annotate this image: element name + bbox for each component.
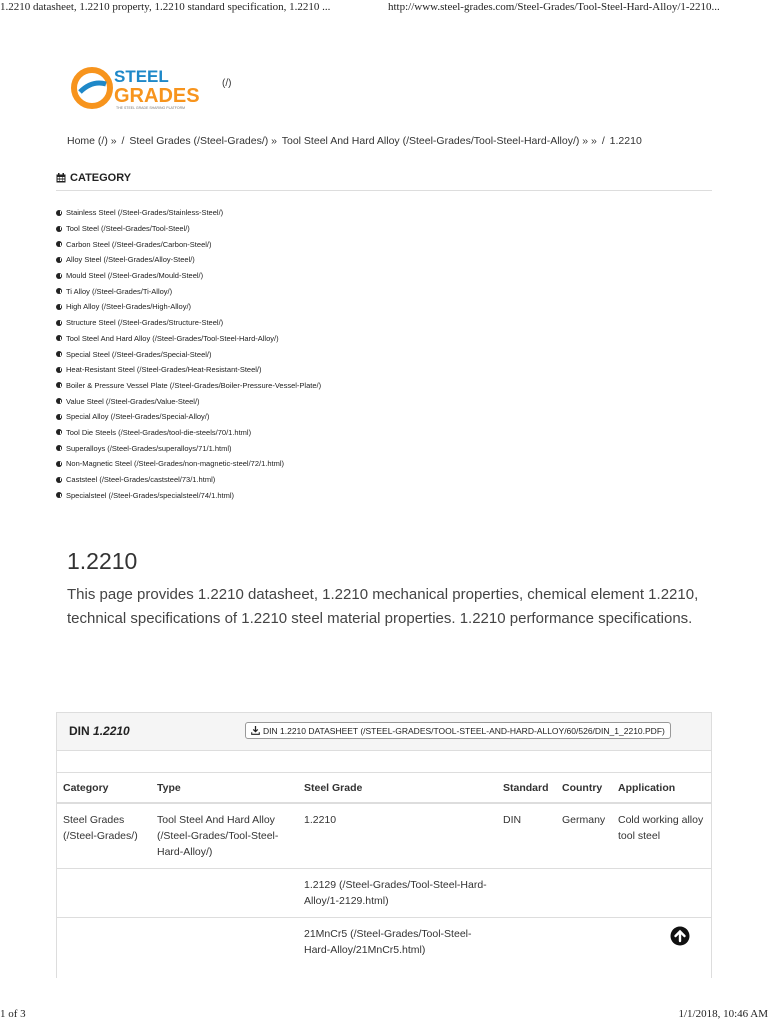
grade-table: [57, 773, 711, 966]
col-country: Country: [556, 773, 612, 803]
calendar-icon: [56, 173, 66, 183]
table-row: [57, 918, 711, 967]
cell-category: [57, 869, 151, 918]
cell-steel-grade: 1.2210: [298, 803, 497, 869]
chevron-circle-icon: [56, 210, 62, 216]
category-item[interactable]: Superalloys (/Steel-Grades/superalloys/71/1.html): [56, 440, 321, 456]
chevron-circle-icon: [56, 241, 62, 247]
chevron-circle-icon: [56, 335, 62, 341]
breadcrumb-tool-steel[interactable]: Tool Steel And Hard Alloy (/Steel-Grades/Tool-Steel-Hard-Alloy/) » »: [281, 135, 597, 147]
category-item[interactable]: Boiler & Pressure Vessel Plate (/Steel-Grades/Boiler-Pressure-Vessel-Plate/): [56, 378, 321, 394]
chevron-circle-icon: [56, 398, 62, 404]
standard-grade-title: DIN 1.2210: [69, 724, 130, 738]
col-standard: Standard: [497, 773, 556, 803]
category-item[interactable]: Alloy Steel (/Steel-Grades/Alloy-Steel/): [56, 252, 321, 268]
category-item[interactable]: Tool Steel (/Steel-Grades/Tool-Steel/): [56, 221, 321, 237]
cell-category: [57, 918, 151, 967]
chevron-circle-icon: [56, 367, 62, 373]
chevron-circle-icon: [56, 257, 62, 263]
print-page-title: 1.2210 datasheet, 1.2210 property, 1.2210 standard specification, 1.2210 ...: [0, 1, 331, 13]
page-intro: This page provides 1.2210 datasheet, 1.2210 mechanical properties, chemical element 1.2210, technical specifications of 1.2210 steel material properties. 1.2210 performance specifications.: [67, 586, 699, 627]
cell-type: [151, 869, 298, 918]
chevron-circle-icon: [56, 288, 62, 294]
print-datetime: 1/1/2018, 10:46 AM: [678, 1008, 768, 1020]
logo-top-text: STEEL: [114, 67, 169, 86]
cell-standard: [497, 918, 556, 967]
cell-country: [556, 918, 612, 967]
logo-main-text: GRADES: [114, 85, 200, 107]
category-item[interactable]: Non-Magnetic Steel (/Steel-Grades/non-magnetic-steel/72/1.html): [56, 456, 321, 472]
cell-application: Cold working alloy tool steel: [612, 803, 711, 869]
table-row: [57, 869, 711, 918]
scroll-to-top-icon[interactable]: [670, 926, 690, 946]
download-datasheet-label: DIN 1.2210 DATASHEET (/STEEL-GRADES/TOOL-STEEL-AND-HARD-ALLOY/60/526/DIN_1_2210.PDF): [263, 725, 665, 736]
chevron-circle-icon: [56, 226, 62, 232]
cell-standard: DIN: [497, 803, 556, 869]
print-footer: [0, 1008, 768, 1024]
table-header-row: [57, 773, 711, 803]
chevron-circle-icon: [56, 492, 62, 498]
category-item[interactable]: Carbon Steel (/Steel-Grades/Carbon-Steel/): [56, 236, 321, 252]
category-item[interactable]: Structure Steel (/Steel-Grades/Structure-Steel/): [56, 315, 321, 331]
category-item[interactable]: Tool Steel And Hard Alloy (/Steel-Grades/Tool-Steel-Hard-Alloy/): [56, 331, 321, 347]
category-item[interactable]: High Alloy (/Steel-Grades/High-Alloy/): [56, 299, 321, 315]
category-item[interactable]: Mould Steel (/Steel-Grades/Mould-Steel/): [56, 268, 321, 284]
chevron-circle-icon: [56, 273, 62, 279]
cell-type: [151, 918, 298, 967]
cell-steel-grade[interactable]: 1.2129 (/Steel-Grades/Tool-Steel-Hard-Alloy/1-2129.html): [298, 869, 497, 918]
page-number: 1 of 3: [0, 1008, 26, 1020]
chevron-circle-icon: [56, 445, 62, 451]
cell-steel-grade[interactable]: 21MnCr5 (/Steel-Grades/Tool-Steel-Hard-Alloy/21MnCr5.html): [298, 918, 497, 967]
col-steel-grade: Steel Grade: [298, 773, 497, 803]
chevron-circle-icon: [56, 351, 62, 357]
col-application: Application: [612, 773, 711, 803]
category-item[interactable]: Heat-Resistant Steel (/Steel-Grades/Heat-Resistant-Steel/): [56, 362, 321, 378]
cell-country: Germany: [556, 803, 612, 869]
page-title: 1.2210: [67, 548, 138, 574]
cell-standard: [497, 869, 556, 918]
cell-application: [612, 869, 711, 918]
print-page-url: http://www.steel-grades.com/Steel-Grades/Tool-Steel-Hard-Alloy/1-2210...: [388, 1, 720, 13]
steel-grades-logo[interactable]: [70, 62, 220, 114]
divider: [56, 190, 712, 191]
logo-tagline: THE STEEL GRADE SHARING PLATFORM: [116, 106, 186, 110]
category-heading-label: CATEGORY: [70, 172, 132, 184]
cell-type[interactable]: Tool Steel And Hard Alloy (/Steel-Grades/Tool-Steel-Hard-Alloy/): [151, 803, 298, 869]
chevron-circle-icon: [56, 461, 62, 467]
cell-category[interactable]: Steel Grades (/Steel-Grades/): [57, 803, 151, 869]
download-datasheet-button[interactable]: [245, 722, 671, 739]
category-list: [56, 205, 321, 503]
download-icon: [251, 726, 260, 735]
chevron-circle-icon: [56, 320, 62, 326]
chevron-circle-icon: [56, 382, 62, 388]
col-type: Type: [151, 773, 298, 803]
chevron-circle-icon: [56, 304, 62, 310]
breadcrumb-home[interactable]: Home (/) »: [67, 135, 117, 147]
table-row: [57, 803, 711, 869]
datasheet-panel: [56, 712, 712, 978]
category-item[interactable]: Caststeel (/Steel-Grades/caststeel/73/1.html): [56, 472, 321, 488]
category-item[interactable]: Tool Die Steels (/Steel-Grades/tool-die-steels/70/1.html): [56, 425, 321, 441]
breadcrumb-current: 1.2210: [609, 135, 642, 147]
chevron-circle-icon: [56, 414, 62, 420]
breadcrumb-steel-grades[interactable]: Steel Grades (/Steel-Grades/) »: [129, 135, 278, 147]
col-category: Category: [57, 773, 151, 803]
logo-home-link[interactable]: (/): [222, 78, 232, 89]
cell-country: [556, 869, 612, 918]
category-item[interactable]: Ti Alloy (/Steel-Grades/Ti-Alloy/): [56, 283, 321, 299]
print-header: [0, 0, 768, 16]
breadcrumb-separator: /: [121, 135, 125, 147]
breadcrumb: [67, 135, 644, 147]
chevron-circle-icon: [56, 429, 62, 435]
category-item[interactable]: Specialsteel (/Steel-Grades/specialsteel/74/1.html): [56, 487, 321, 503]
chevron-circle-icon: [56, 477, 62, 483]
breadcrumb-separator: /: [601, 135, 605, 147]
category-item[interactable]: Special Alloy (/Steel-Grades/Special-Alloy/): [56, 409, 321, 425]
panel-header: [57, 713, 711, 751]
category-item[interactable]: Value Steel (/Steel-Grades/Value-Steel/): [56, 393, 321, 409]
cell-application: [612, 918, 711, 967]
spacer-row: [57, 751, 711, 773]
category-heading: [56, 172, 131, 184]
category-item[interactable]: Special Steel (/Steel-Grades/Special-Steel/): [56, 346, 321, 362]
category-item[interactable]: Stainless Steel (/Steel-Grades/Stainless-Steel/): [56, 205, 321, 221]
